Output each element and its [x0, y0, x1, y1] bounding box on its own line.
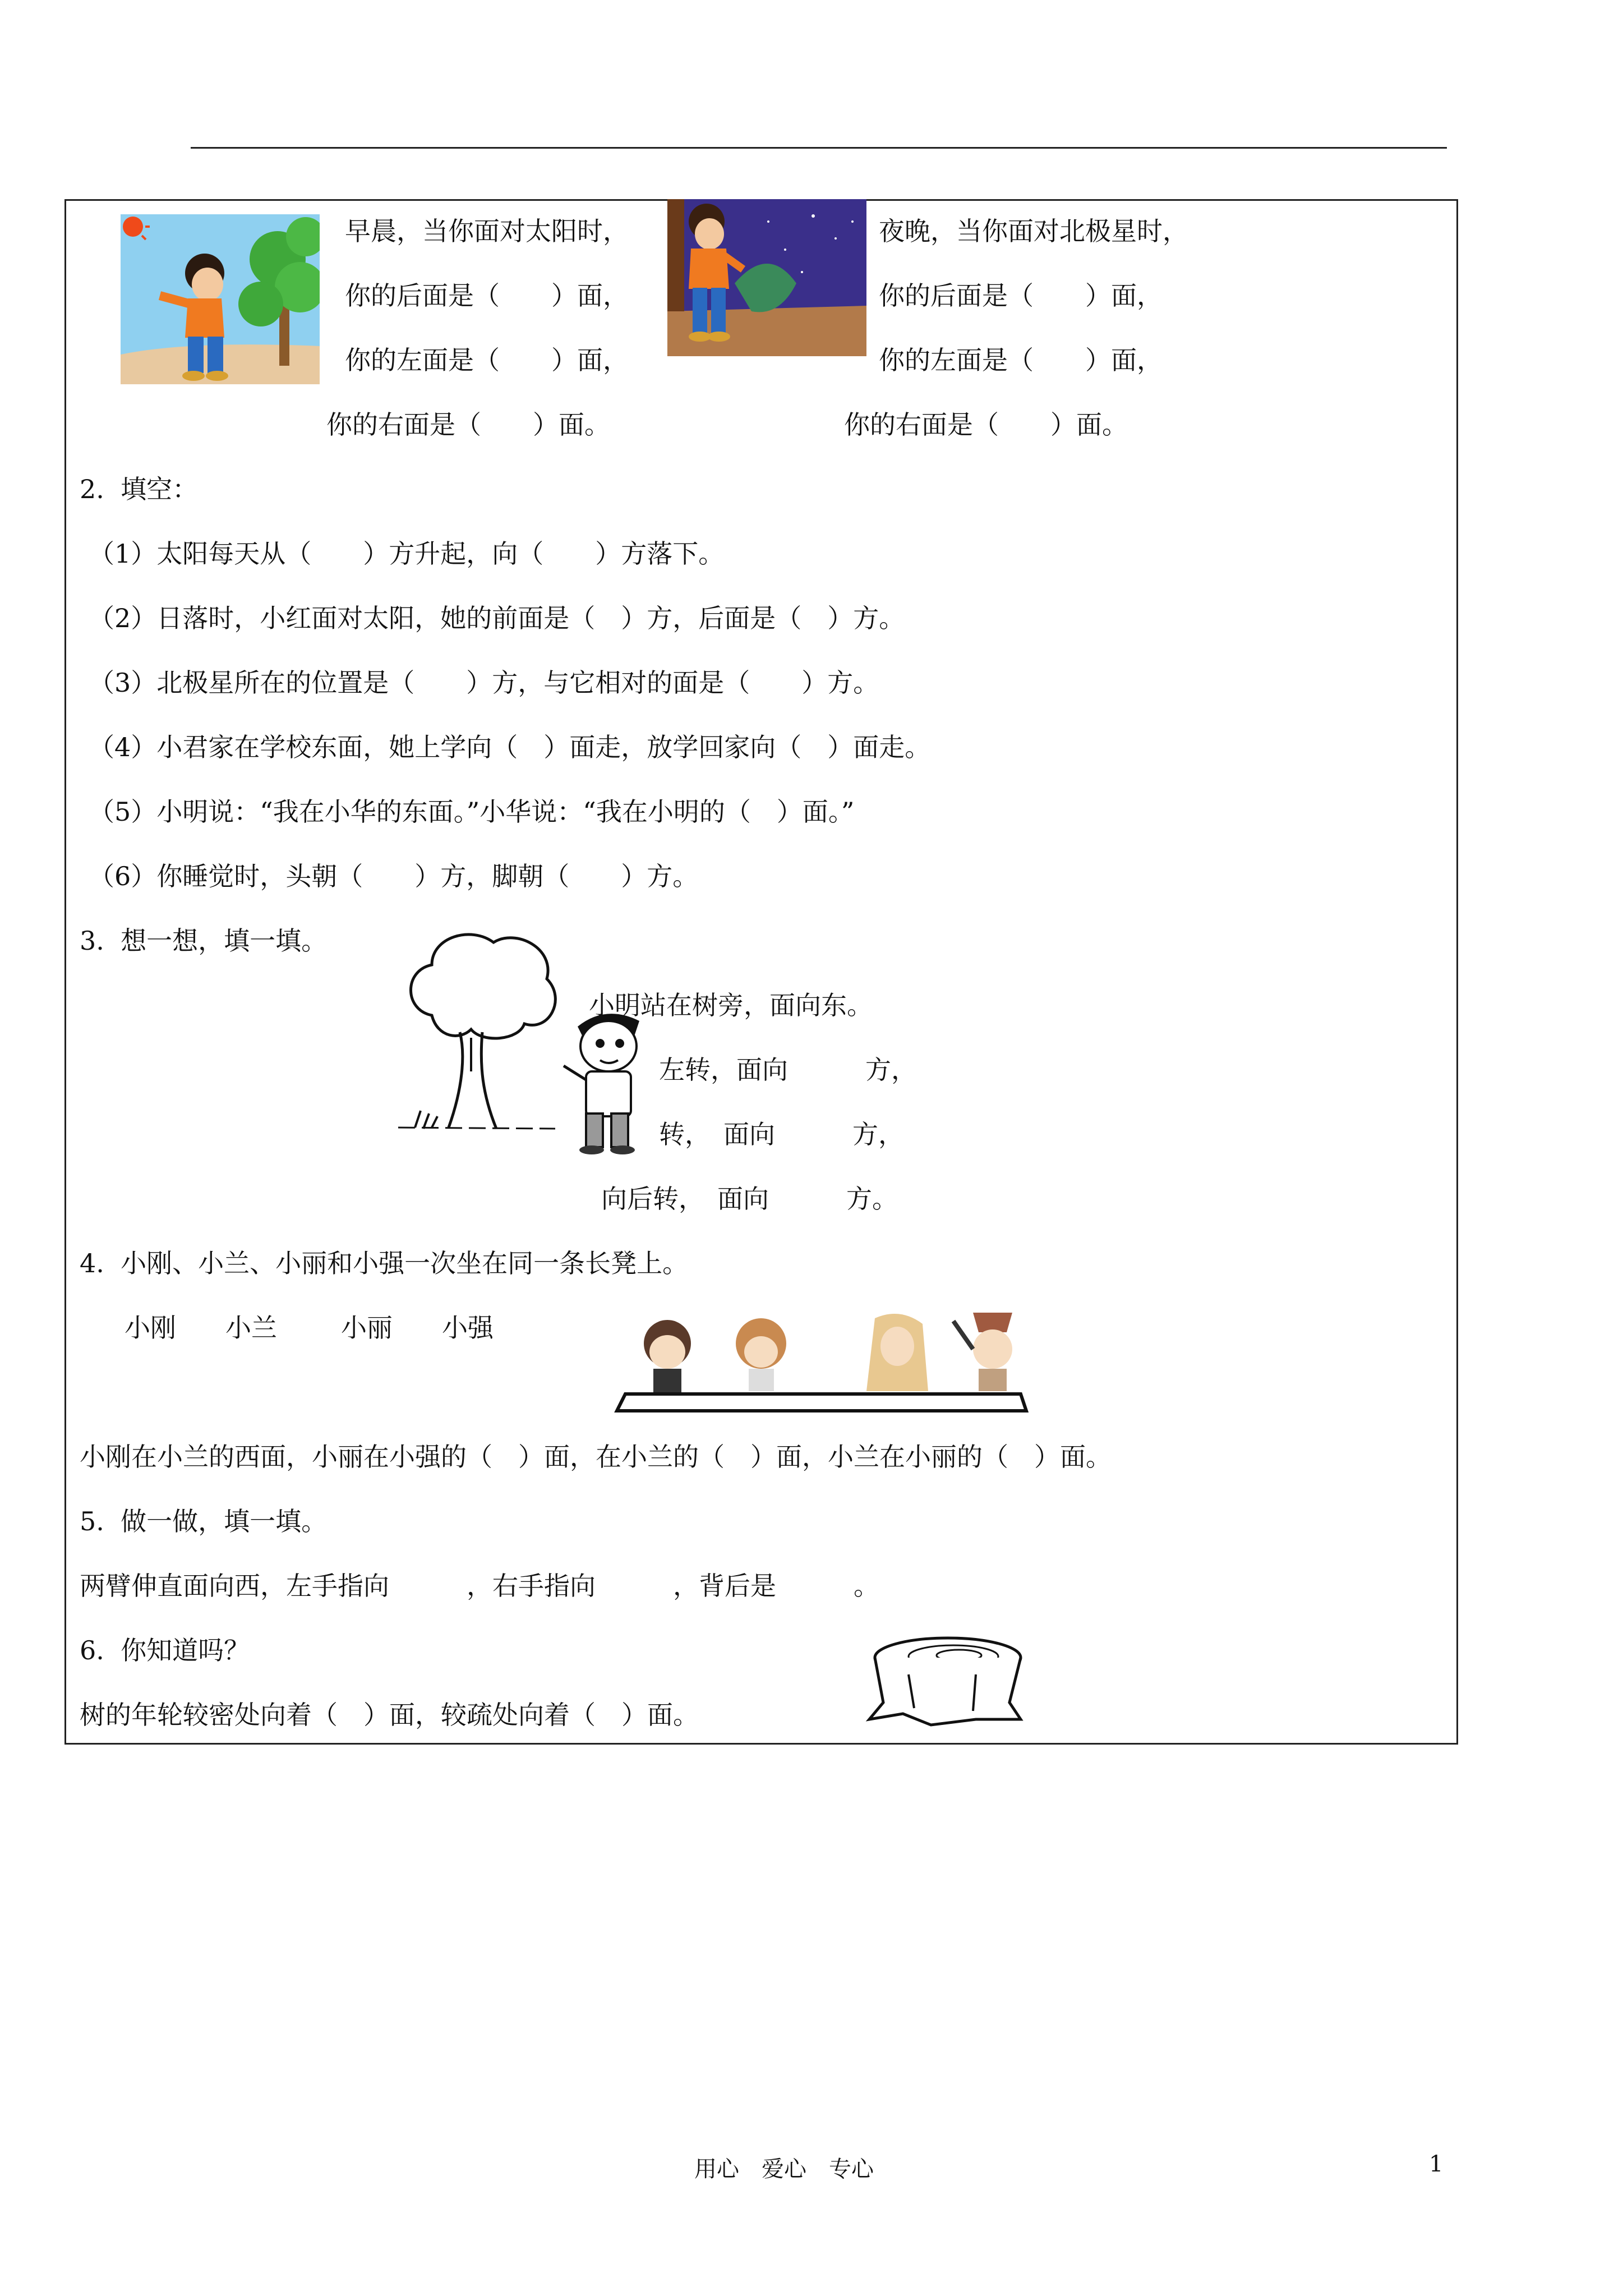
q2-item-2: （2）日落时，小红面对太阳，她的前面是（ ）方，后面是（ ）方。: [89, 603, 905, 633]
morning-line-4: 你的右面是（ ）面。: [326, 409, 610, 440]
q3-title: 3. 想一想，填一填。: [80, 926, 328, 956]
night-boy-picture: [667, 199, 866, 356]
q2-title: 2. 填空：: [80, 474, 199, 504]
q4-name-2: 小兰: [225, 1313, 277, 1343]
night-line-4: 你的右面是（ ）面。: [844, 409, 1128, 440]
q4-name-4: 小强: [442, 1313, 494, 1343]
night-line-2: 你的后面是（ ）面，: [879, 280, 1163, 311]
boy-xiaoming-cartoon: [555, 1004, 656, 1156]
q6-line: 树的年轮较密处向着（ ）面，较疏处向着（ ）面。: [80, 1700, 699, 1730]
q4-name-1: 小刚: [125, 1313, 176, 1343]
tree-stump-picture: [864, 1635, 1032, 1728]
q3-line-1: 小明站在树旁，面向东。: [589, 990, 873, 1020]
morning-line-2: 你的后面是（ ）面，: [345, 280, 629, 311]
night-line-3: 你的左面是（ ）面，: [879, 345, 1163, 375]
q2-item-5: （5）小明说：“我在小华的东面。”小华说：“我在小明的（ ）面。”: [89, 797, 855, 827]
tree-sketch: [398, 926, 566, 1139]
q5-title: 5. 做一做，填一填。: [80, 1506, 328, 1536]
morning-boy-picture: [121, 214, 320, 384]
q2-item-3: （3）北极星所在的位置是（ ）方，与它相对的面是（ ）方。: [89, 668, 879, 698]
morning-line-3: 你的左面是（ ）面，: [345, 345, 629, 375]
morning-line-1: 早晨，当你面对太阳时，: [345, 216, 629, 246]
q6-title: 6. 你知道吗？: [80, 1635, 250, 1665]
q2-item-4: （4）小君家在学校东面，她上学向（ ）面走，放学回家向（ ）面走。: [89, 732, 931, 762]
header-rule: [191, 147, 1447, 149]
q5-line: 两臂伸直面向西，左手指向 ，右手指向 ，背后是 。: [80, 1571, 879, 1601]
q2-item-1: （1）太阳每天从（ ）方升起，向（ ）方落下。: [89, 539, 725, 569]
children-on-bench-picture: [614, 1307, 1029, 1414]
q4-title: 4. 小刚、小兰、小丽和小强一次坐在同一条长凳上。: [80, 1248, 689, 1278]
q4-name-3: 小丽: [341, 1313, 393, 1343]
q3-line-3: 转， 面向 方，: [659, 1119, 904, 1149]
q4-question: 小刚在小兰的西面，小丽在小强的（ ）面，在小兰的（ ）面，小兰在小丽的（ ）面。: [80, 1442, 1112, 1472]
q2-item-6: （6）你睡觉时，头朝（ ）方，脚朝（ ）方。: [89, 861, 699, 891]
q3-line-4: 向后转， 面向 方。: [601, 1184, 898, 1214]
footer-text: 用心 爱心 专心: [694, 2156, 874, 2182]
page-number: 1: [1429, 2151, 1444, 2177]
night-line-1: 夜晚，当你面对北极星时，: [879, 216, 1188, 246]
q3-line-2: 左转，面向 方，: [659, 1055, 917, 1085]
